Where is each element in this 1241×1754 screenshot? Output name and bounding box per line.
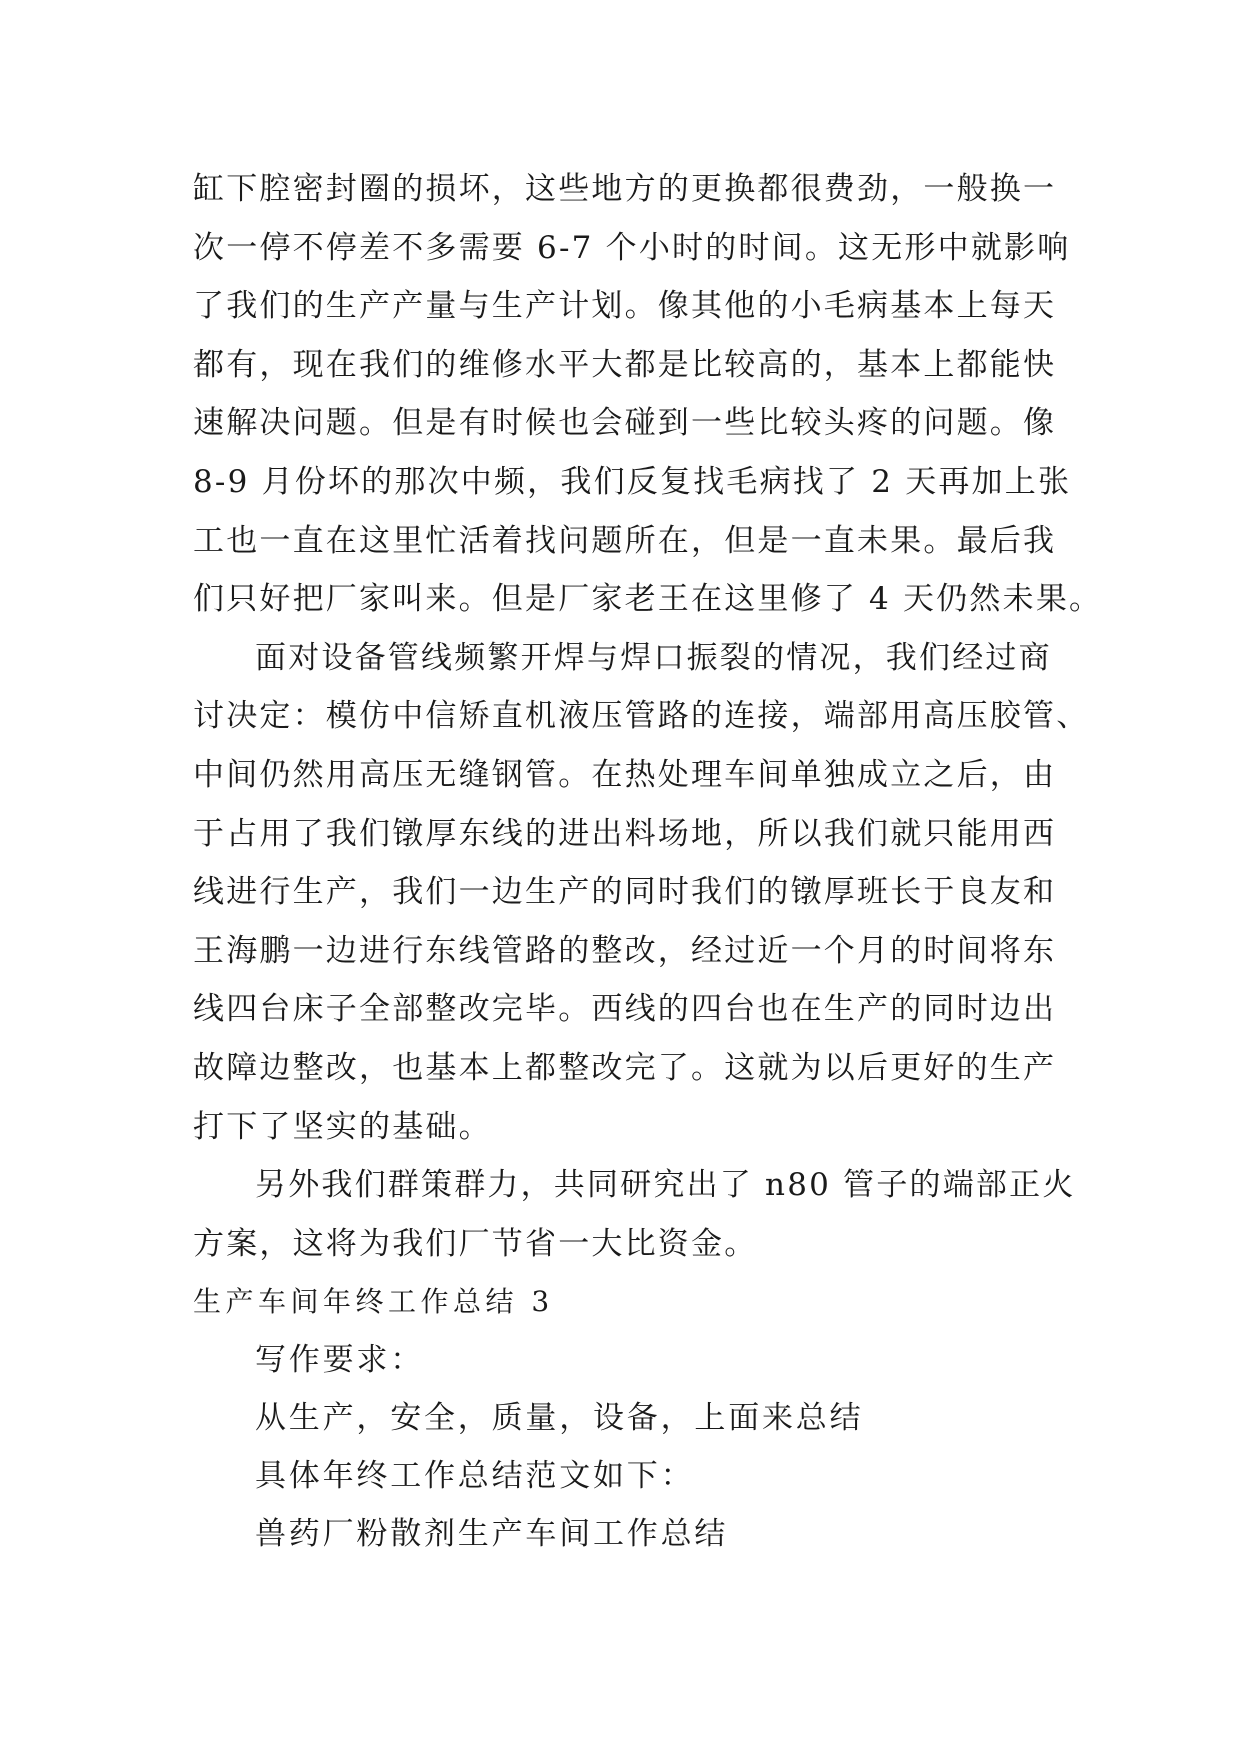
- paragraph-normalizing-scheme: [193, 1156, 1076, 1273]
- text-line: 面对设备管线频繁开焊与焊口振裂的情况，我们经过商: [255, 639, 1052, 676]
- paragraph-pipeline-rectification: [193, 629, 1090, 1156]
- text-line: 打下了坚实的基础。: [193, 1108, 492, 1145]
- text-line: 于占用了我们镦厚东线的进出料场地，所以我们就只能用西: [193, 815, 1057, 852]
- writing-requirements-text: 从生产，安全，质量，设备，上面来总结: [255, 1400, 864, 1437]
- text-line: 王海鹏一边进行东线管路的整改，经过近一个月的时间将东: [193, 932, 1057, 969]
- text-line: 方案，这将为我们厂节省一大比资金。: [193, 1225, 758, 1262]
- writing-requirements-label: 写作要求：: [255, 1342, 424, 1379]
- paragraph-equipment-repairs: [193, 160, 1103, 629]
- text-line: 8-9 月份坏的那次中频，我们反复找毛病找了 2 天再加上张: [193, 463, 1072, 500]
- text-line: 线进行生产，我们一边生产的同时我们的镦厚班长于良友和: [193, 874, 1057, 911]
- text-line: 都有，现在我们的维修水平大都是比较高的，基本上都能快: [193, 346, 1057, 383]
- text-line: 故障边整改，也基本上都整改完了。这就为以后更好的生产: [193, 1049, 1057, 1086]
- text-line: 缸下腔密封圈的损坏，这些地方的更换都很费劲，一般换一: [193, 171, 1057, 207]
- section-heading: 生产车间年终工作总结 3: [193, 1285, 554, 1319]
- text-line: 中间仍然用高压无缝钢管。在热处理车间单独成立之后，由: [193, 756, 1057, 793]
- text-line: 讨决定：模仿中信矫直机液压管路的连接，端部用高压胶管、: [193, 698, 1090, 735]
- text-line: 次一停不停差不多需要 6-7 个小时的时间。这无形中就影响: [193, 229, 1071, 266]
- sample-title: 兽药厂粉散剂生产车间工作总结: [255, 1516, 729, 1553]
- document-body: [193, 160, 1103, 1563]
- text-line: 另外我们群策群力，共同研究出了 n80 管子的端部正火: [255, 1167, 1076, 1204]
- text-line: 线四台床子全部整改完毕。西线的四台也在生产的同时边出: [193, 991, 1057, 1028]
- text-line: 速解决问题。但是有时候也会碰到一些比较头疼的问题。像: [193, 405, 1057, 442]
- text-line: 了我们的生产产量与生产计划。像其他的小毛病基本上每天: [193, 288, 1057, 325]
- text-line: 们只好把厂家叫来。但是厂家老王在这里修了 4 天仍然未果。: [193, 581, 1103, 618]
- sample-intro: 具体年终工作总结范文如下：: [255, 1458, 695, 1495]
- text-line: 工也一直在这里忙活着找问题所在，但是一直未果。最后我: [193, 522, 1057, 559]
